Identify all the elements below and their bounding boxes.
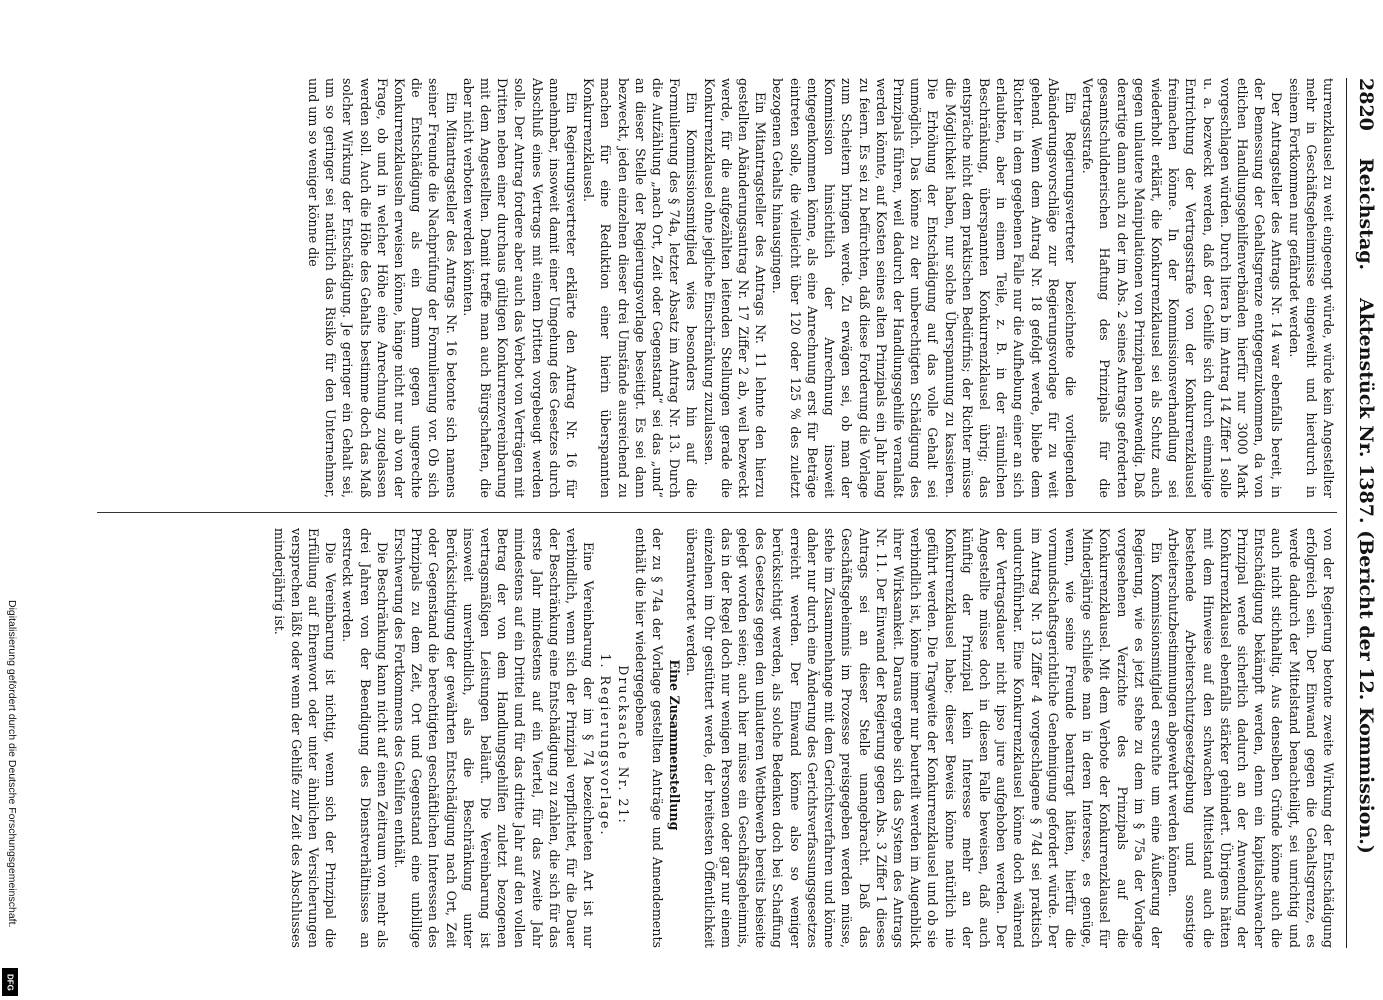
paragraph: Der Antragsteller des Antrags Nr. 14 war ebenfalls bereit, in der Bemessung der Gehaltsgrenze entgegenzukommen, da von etlichen Handlungsgehilfenverbänden hierfür nur 3000 Mark vorgeschlagen würden. Durch litera b im Antrag 14 Ziffer 1 solle u. a. bezweckt werden, daß der Gehilfe sich durch einmalige Entrichtung der Vertragsstrafe von der Konkurrenzklausel freimachen könne. In der Kommissionsverhandlung sei wiederholt erklärt, die Konkurrenzklausel sei als Schutz auch gegen unlautere Manipulationen von Prinzipalen notwendig. Daß derartige dann auch zu der im Abs. 2 seines Antrags geforderten gesamtschuldnerischen Haftung des Prinzipals für die Vertragsstrafe.	[1080, 78, 1285, 498]
left-column	[97, 78, 1337, 498]
paragraph: der zu § 74a der Vorlage gestellten Anträge und Amendements enthält die hier wiedergegebene	[632, 528, 666, 948]
paragraph: Die Vereinbarung ist nichtig, wenn sich der Prinzipal die Erfüllung auf Ehrenwort oder unter ähnlichen Versicherungen versprechen läßt oder wenn der Gehilfe zur Zeit des Abschlusses minderjährig ist.	[271, 528, 339, 948]
paragraph: turrenzklausel zu weit eingeengt würde, würde kein Angestellter mehr in Geschäftsgeheimnisse eingeweiht und hierdurch in seinem Fortkommen nur gefährdet werden.	[1286, 78, 1336, 498]
paragraph: Ein Mitantragsteller des Antrags Nr. 16 betonte sich namens seiner Freunde die Nachprüfung der Formulierung vor. Ob sich die Entschädigung als ein Damm gegen ungerechte Konkurrenzklauseln erweisen könne, hänge nicht nur ab von der Frage, ob und in welcher Höhe eine Anrechnung zugelassen werden soll. Auch die Höhe des Gehalts bestimme doch das Maß solcher Wirkung der Entschädigung. Je geringer ein Gehalt sei, um so geringer sei natürlich das Risiko für den Unternehmer, und um so weniger könne die	[306, 78, 459, 498]
column-divider	[97, 512, 1337, 513]
header-document: Aktenstück Nr. 1387. (Bericht der 12. Kommission.)	[1355, 298, 1377, 854]
rotated-document-page	[73, 60, 1383, 960]
paragraph: Ein Kommissionsmitglied wies besonders hin auf die Formulierung des § 74a, letzter Absatz im Antrag Nr. 13. Durch die Aufzählung „nach Ort, Zeit oder Gegenstand“ sei das „und“ an dieser Stelle der Regierungsvorlage beseitigt. Es sei dann bezweckt, jeden einzelnen dieser drei Umstände ausreichend zu machen für eine Reduktion einer hierin überspannten Konkurrenzklausel.	[581, 78, 700, 498]
page-header	[1346, 78, 1377, 948]
subsection-heading: 1. Regierungsvorlage.	[598, 653, 614, 837]
header-title: Reichstag.	[1355, 158, 1377, 271]
drucksache-label: Drucksache Nr. 21:	[615, 665, 631, 825]
paragraph: Ein Mitantragsteller des Antrags Nr. 11 lehnte den hierzu gestellten Abänderungsantrag Nr. 17 Ziffer 2 ab, weil bezweckt werde, für die aufgezählten leitenden Stellungen gerade die Konkurrenzklausel ohne jegliche Einschränkung zuzulassen.	[701, 78, 769, 498]
dfg-logo: DFG	[2, 968, 18, 996]
right-column	[97, 528, 1337, 948]
paragraph: Ein Regierungsvertreter bezeichnete die vorliegenden Abänderungsvorschläge zur Regierungsvorlage für zu weit gehend. Wenn dem Antrag Nr. 18 gefolgt werde, bliebe dem Richter in dem gegebenen Falle nur die Aufhebung einer an sich erlaubten, aber in einem Teile, z. B. in der räumlichen Beschränkung, überspannten Konkurrenzklausel übrig; das entspräche nicht dem praktischen Bedürfnis; der Richter müsse die Möglichkeit haben, nur solche Überspannung zu kassieren. Die Erhöhung der Entschädigung auf das volle Gehalt sei unmöglich. Das könne zu der unberechtigten Schädigung des Prinzipals führen, weil dadurch der Handlungsgehilfe veranlaßt werden könnte, auf Kosten seines alten Prinzipals ein Jahr lang zu feiern. Es sei zu befürchten, daß diese Forderung die Vorlage zum Scheitern bringen werde. Zu erwägen sei, ob man der Kommission hinsichtlich der Anrechnung insoweit entgegenkommen könne, als eine Anrechnung erst für Beträge eintreten solle, die vielleicht über 120 oder 125 % des zuletzt bezogenen Gehalts hinausgingen.	[770, 78, 1078, 498]
digitization-credit: Digitalisierung gefördert durch die Deutsche Forschungsgemeinschaft.	[6, 600, 18, 928]
paragraph: Ein Regierungsvertreter erklärte den Antrag Nr. 16 für annehmbar, insoweit damit einer Umgehung des Gesetzes durch Abschluß eines Vertrags mit einem Dritten vorgebeugt werden solle. Der Antrag fordere aber auch das Verbot von Verträgen mit Dritten neben einer durchaus gültigen Konkurrenzvereinbarung mit dem Angestellten. Damit treffe man auch Bürgschaften, die aber nicht verboten werden könnten.	[460, 78, 580, 498]
paragraph: Die Beschränkung kann nicht auf einen Zeitraum von mehr als drei Jahren von der Beendigung des Dienstverhältnisses an erstreckt werden.	[340, 528, 390, 948]
paragraph: Eine Vereinbarung der im § 74 bezeichneten Art ist nur verbindlich, wenn sich der Prinzipal verpflichtet, für die Dauer der Beschränkung eine Entschädigung zu zahlen, die sich für das erste Jahr mindestens auf ein Viertel, für das zweite Jahr mindestens auf ein Drittel und für das dritte Jahr auf den vollen Betrag der von dem Handlungsgehilfen zuletzt bezogenen vertragsmäßigen Leistungen beläuft. Die Vereinbarung ist insoweit unverbindlich, als die Beschränkung unter Berücksichtigung der gewährten Entschädigung nach Ort, Zeit oder Gegenstand die berechtigten geschäftlichen Interessen des Prinzipals zu dem Zeit, Ort und Gegenstand eine unbillige Erschwerung des Fortkommens des Gehilfen enthält.	[392, 528, 597, 948]
paragraph: von der Regierung betonte zweite Wirkung der Entschädigung erfolgreich sein. Der Einwand gegen die Gehaltsgrenze, es werde dadurch der Mittelstand benachteiligt, sei unrichtig und auch nicht stichhaltig. Aus denselben Gründe könne auch die Entschädigung bekämpft werden, denn ein kapitalschwacher Prinzipal werde sicherlich dadurch an der Anwendung der Konkurrenzklausel ebenfalls stärker gehindert. Übrigens hätten mit dem Hinweise auf den schwachen Mittelstand auch die bestehende Arbeiterschutzgesetzgebung und sonstige Arbeiterschutzbestimmungen abgewehrt werden können.	[1166, 528, 1336, 948]
paragraph: Ein Kommissionsmitglied ersuchte um eine Äußerung der Regierung, wie es jetzt stehe zu dem im § 75a der Vorlage vorgesehenen Verzichte des Prinzipals auf die Konkurrenzklausel. Mit dem Verbote der Konkurrenzklausel für Minderjährige schließe man in deren Interesse, es genüge, wenn, wie seine Freunde beantragt hätten, hierfür die vormundschaftsgerichtliche Genehmigung gefordert würde. Der im Antrag Nr. 13 Ziffer 4 vorgeschlagene § 74d sei praktisch undurchführbar. Eine Konkurrenzklausel könne doch während der Vertragsdauer nicht ipso jure aufgehoben werden. Der Angestellte müsse doch in diesen Falle beweisen, daß auch künftig der Prinzipal kein Interesse mehr an der Konkurrenzklausel habe; dieser Beweis könne natürlich nie geführt werden. Die Tragweite der Konkurrenzklausel und ob sie verbindlich ist, könne immer nur beurteilt werden im Augenblick ihrer Wirksamkeit. Daraus ergebe sich das System des Antrags Nr. 11. Der Einwand der Regierung gegen Abs. 3 Ziffer 1 dieses Antrags sei an dieser Stelle unangebracht. Daß das Geschäftsgeheimnis im Prozesse preisgegeben werden müsse, stehe im Zusammenhange mit dem Gerichtsverfahren und könne daher nur durch eine Änderung des Gerichtsverfassungsgesetzes erreicht werden. Der Einwand könne also so weniger berücksichtigt werden, als solche Bedenken doch bei Schaffung des Gesetzes gegen den unlauteren Wettbewerb bereits beiseite gelegt worden seien; auch hier müsse ein Geschäftsgeheimnis, das in der Regel doch nur wenigen Personen oder gar nur einem einzelnen im Ohr gestüttert werde, der breitesten Öffentlichkeit überantwortet werden.	[684, 528, 1164, 948]
section-heading: Eine Zusammenstellung	[667, 659, 683, 831]
page-number: 2820	[1355, 78, 1377, 131]
